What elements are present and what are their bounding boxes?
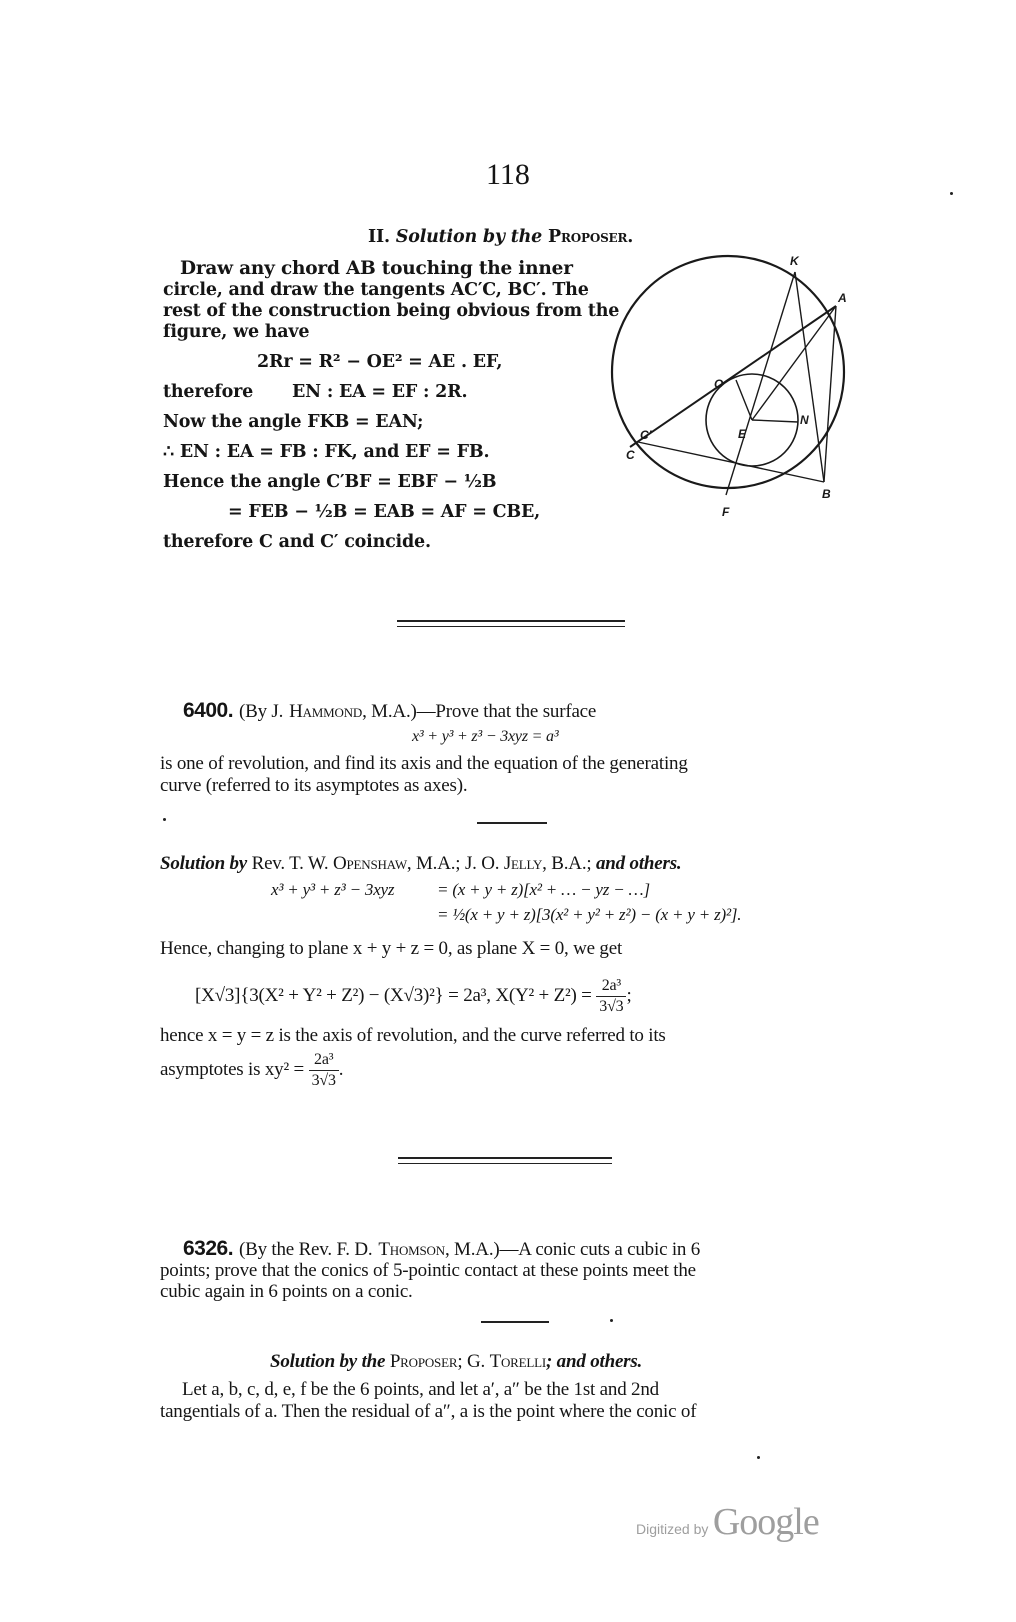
body-line-2: tangentials of a. Then the residual of a″, a is the point where the conic of — [160, 1401, 697, 1422]
equation-6: = FEB − ½B = EAB = AF = CBE, — [228, 502, 541, 522]
label-E: E — [738, 427, 747, 441]
fraction-numerator: 2a³ — [309, 1050, 339, 1071]
problem-by: (By J. — [238, 701, 284, 722]
problem-number: 6326. — [183, 1237, 234, 1260]
body-line-1: Let a, b, c, d, e, f be the 6 points, and let a′, a″ be the 1st and 2nd — [182, 1379, 659, 1400]
label-N: N — [800, 413, 809, 427]
page-number: 118 — [486, 158, 530, 191]
solver-2-suffix: , B.A.; — [542, 853, 596, 874]
label-C-prime: C′ — [640, 428, 652, 442]
digitized-watermark — [636, 1500, 819, 1544]
short-rule — [477, 822, 547, 824]
print-speck — [950, 192, 953, 195]
label-O: O — [714, 377, 724, 391]
section-separator — [398, 1157, 612, 1164]
solution-eq2-rhs: = ½(x + y + z)[3(x² + y² + z²) − (x + y + z)²]. — [437, 905, 742, 924]
problem-by: (By the Rev. F. D. — [238, 1239, 373, 1260]
section-heading-italic: Solution by the — [395, 227, 543, 247]
line-CB — [638, 442, 824, 482]
asymptote-equation — [160, 1050, 343, 1091]
proposer-label: Proposer — [389, 1351, 458, 1372]
conclusion: therefore C and C′ coincide. — [163, 532, 431, 552]
and-others-label: ; and others. — [546, 1351, 643, 1372]
solution-mid: ; G. — [457, 1351, 486, 1372]
problem-number: 6400. — [183, 699, 234, 722]
geometry-figure — [600, 250, 880, 520]
solution-by-label: Solution by the — [270, 1351, 386, 1372]
equation-3: Now the angle FKB = EAN; — [163, 412, 424, 432]
problem-author: Hammond — [289, 701, 363, 722]
para-line-1: Draw any chord AB touching the inner — [180, 258, 573, 279]
and-others-label: and others. — [596, 853, 682, 874]
line-EO — [736, 380, 752, 420]
solver-1-prefix: Rev. T. W. — [251, 853, 333, 874]
equation-5: Hence the angle C′BF = EBF − ½B — [163, 472, 497, 492]
print-speck — [163, 818, 166, 821]
line-KB — [795, 272, 824, 482]
para-line-4: figure, we have — [163, 322, 310, 342]
para-line-3: rest of the construction being obvious from the — [163, 301, 620, 321]
solver-1-suffix: , M.A.; — [406, 853, 465, 874]
label-K: K — [790, 254, 799, 268]
fraction-denominator: 3√3 — [599, 998, 624, 1015]
solver-name: Torelli — [489, 1351, 546, 1372]
solution-by-label: Solution by — [160, 853, 248, 874]
equation-1: 2Rr = R² − OE² = AE . EF, — [257, 352, 503, 372]
hence2-line: hence x = y = z is the axis of revolution, and the curve referred to its — [160, 1025, 666, 1046]
para-line-2: circle, and draw the tangents AC′C, BC′. The — [163, 280, 589, 300]
problem-statement: , M.A.)—A conic cuts a cubic in 6 — [444, 1239, 701, 1260]
google-logo: Google — [712, 1501, 819, 1543]
solver-1-name: Openshaw — [332, 853, 407, 874]
solver-2-prefix: J. O. — [464, 853, 504, 874]
section-heading-author: Proposer. — [548, 227, 634, 247]
line-AB — [824, 306, 836, 482]
asymptote-fraction — [309, 1050, 339, 1091]
solution-eq1-lhs: x³ + y³ + z³ − 3xyz — [271, 880, 395, 899]
problem-text-line-1: is one of revolution, and find its axis and the equation of the generating — [160, 753, 688, 774]
line-EN — [752, 420, 798, 422]
fraction-denominator: 3√3 — [311, 1072, 336, 1089]
big-equation — [195, 976, 632, 1017]
equation-4: ∴ EN : EA = FB : FK, and EF = FB. — [163, 442, 490, 462]
solution-heading-6326 — [270, 1351, 642, 1373]
big-equation-end: ; — [626, 984, 632, 1006]
asymptote-prefix: asymptotes is xy² = — [160, 1058, 305, 1080]
big-equation-fraction — [596, 976, 626, 1017]
solver-2-name: Jelly — [503, 853, 543, 874]
label-A: A — [838, 291, 847, 305]
label-C: C — [626, 448, 635, 462]
solution-heading-6400 — [160, 853, 681, 875]
watermark-prefix: Digitized by — [636, 1521, 709, 1537]
line-KF — [726, 272, 795, 495]
big-equation-left: [X√3]{3(X² + Y² + Z²) − (X√3)²} = 2a³, X(Y² + Z²) = — [195, 984, 592, 1006]
problem-6326-header — [183, 1238, 700, 1261]
problem-6400-header — [183, 700, 596, 723]
problem-text-line-1: points; prove that the conics of 5-pointic contact at these points meet the — [160, 1260, 696, 1281]
section-heading — [368, 226, 633, 248]
problem-text-line-2: curve (referred to its asymptotes as axes). — [160, 775, 468, 796]
problem-equation: x³ + y³ + z³ − 3xyz = a³ — [412, 728, 559, 745]
problem-statement: , M.A.)—Prove that the surface — [362, 701, 597, 722]
label-F: F — [722, 505, 730, 519]
problem-author: Thomson — [378, 1239, 445, 1260]
label-B: B — [822, 487, 831, 501]
asymptote-end: . — [338, 1058, 344, 1080]
fraction-numerator: 2a³ — [596, 976, 626, 997]
solution-eq1-rhs: = (x + y + z)[x² + … − yz − …] — [437, 880, 650, 899]
print-speck — [757, 1456, 760, 1459]
equation-2-label: therefore — [163, 382, 254, 402]
equation-2: EN : EA = EF : 2R. — [292, 382, 468, 402]
section-separator — [397, 620, 625, 627]
section-numeral: II. — [368, 227, 390, 247]
short-rule — [481, 1321, 549, 1323]
hence-line: Hence, changing to plane x + y + z = 0, as plane X = 0, we get — [160, 938, 623, 959]
print-speck — [610, 1319, 613, 1322]
problem-text-line-2: cubic again in 6 points on a conic. — [160, 1281, 413, 1302]
